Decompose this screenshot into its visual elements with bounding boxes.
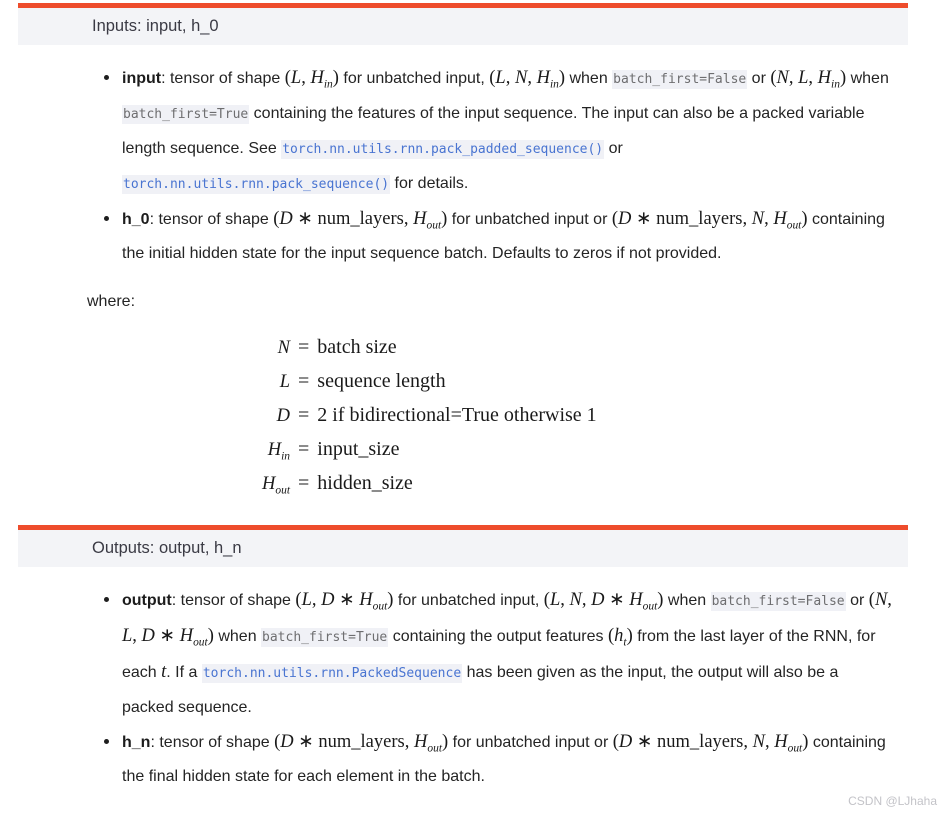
equation-row xyxy=(18,467,908,501)
text-run: . If a xyxy=(166,664,202,681)
equation-row xyxy=(18,399,908,433)
math-expression: (N, L, D ∗ $H_{out}$) xyxy=(122,590,892,649)
equals-sign: = xyxy=(298,336,310,358)
inputs-section-title: Inputs: input, h_0 xyxy=(92,17,219,35)
term-label: input xyxy=(122,70,162,87)
text-run: from the last layer of the RNN, for each xyxy=(122,628,876,681)
math-expression: L xyxy=(279,372,290,392)
doc-bullet-item xyxy=(103,61,892,202)
math-expression: (L, $H_{in}$) xyxy=(284,68,339,91)
equals-sign: = xyxy=(298,438,310,460)
doc-bullet-item xyxy=(103,583,892,725)
code-link[interactable]: torch.nn.utils.rnn.pack_padded_sequence() xyxy=(282,142,604,157)
text-run: for unbatched input, xyxy=(393,592,544,609)
equation-lhs xyxy=(18,433,290,467)
equation-block xyxy=(18,331,908,501)
math-expression: (L, D ∗ $H_{out}$) xyxy=(295,590,394,613)
code-link[interactable]: torch.nn.utils.rnn.pack_sequence() xyxy=(123,177,390,192)
text-run: for unbatched input, xyxy=(338,70,490,87)
math-expression: (L, N, $H_{in}$) xyxy=(489,68,566,91)
text-run: when xyxy=(565,70,613,87)
outputs-section xyxy=(18,525,908,794)
text-run: or xyxy=(604,140,623,157)
inline-code: batch_first=True xyxy=(262,630,388,645)
text-run: when xyxy=(213,628,262,645)
math-expression: (D ∗ num_layers, $H_{out}$) xyxy=(274,732,449,755)
text-run: has been given as the input, the output will also be a packed sequence. xyxy=(122,664,839,716)
equation-lhs xyxy=(18,467,290,501)
text-run: or xyxy=(747,70,771,87)
doc-bullet-item xyxy=(103,725,892,794)
equation-lhs xyxy=(18,399,290,433)
math-expression: D xyxy=(276,406,290,426)
term-label: h_n xyxy=(122,734,151,751)
text-run: when xyxy=(663,592,711,609)
inline-code: batch_first=False xyxy=(613,72,747,87)
text-run: : tensor of shape xyxy=(161,70,285,87)
equation-rhs: 2 if bidirectional=True otherwise 1 xyxy=(317,404,597,426)
outputs-section-header xyxy=(18,525,908,567)
math-expression: $H_{in}$ xyxy=(267,440,290,463)
math-expression: (D ∗ num_layers, $H_{out}$) xyxy=(273,209,448,232)
text-run: containing the output features xyxy=(388,628,608,645)
equation-lhs xyxy=(18,331,290,365)
math-expression: (D ∗ num_layers, N, $H_{out}$) xyxy=(612,732,809,755)
equals-sign: = xyxy=(298,404,310,426)
text-run: for unbatched input or xyxy=(447,211,612,228)
code-link[interactable]: torch.nn.utils.rnn.PackedSequence xyxy=(202,666,462,681)
inputs-bullet-list xyxy=(18,45,908,271)
equation-row xyxy=(18,331,908,365)
text-run: : tensor of shape xyxy=(149,211,274,228)
text-run: or xyxy=(845,592,869,609)
doc-bullet-item xyxy=(103,202,892,271)
term-label: h_0 xyxy=(122,211,150,228)
inline-code: batch_first=True xyxy=(123,107,249,122)
text-run: : tensor of shape xyxy=(171,592,296,609)
outputs-section-title: Outputs: output, h_n xyxy=(92,539,242,557)
equation-rhs: sequence length xyxy=(317,370,446,392)
text-run: containing the final hidden state for each element in the batch. xyxy=(122,734,886,785)
inputs-section-header xyxy=(18,3,908,45)
text-run: containing the initial hidden state for the input sequence batch. Defaults to zeros if not provided. xyxy=(122,211,885,262)
equation-row xyxy=(18,365,908,399)
inputs-section xyxy=(18,3,908,501)
math-expression: (D ∗ num_layers, N, $H_{out}$) xyxy=(611,209,808,232)
outputs-bullet-list xyxy=(18,567,908,794)
text-run: containing the features of the input sequence. The input can also be a packed variable length sequence. See xyxy=(122,105,865,157)
math-expression: $(h_t)$ xyxy=(607,626,633,649)
text-run: for details. xyxy=(390,175,469,192)
equation-row xyxy=(18,433,908,467)
math-expression: N xyxy=(277,338,290,358)
text-run: for unbatched input or xyxy=(448,734,613,751)
inline-code: batch_first=False xyxy=(711,594,845,609)
math-expression: (L, N, D ∗ $H_{out}$) xyxy=(543,590,664,613)
documentation-page xyxy=(18,3,908,794)
equals-sign: = xyxy=(298,472,310,494)
text-run: : tensor of shape xyxy=(150,734,275,751)
equation-rhs: batch size xyxy=(317,336,397,358)
equation-lhs xyxy=(18,365,290,399)
equals-sign: = xyxy=(298,370,310,392)
term-label: output xyxy=(122,592,172,609)
text-run: when xyxy=(846,70,889,87)
math-expression: $H_{out}$ xyxy=(261,474,290,497)
where-label: where: xyxy=(87,293,136,310)
watermark: CSDN @LJhaha xyxy=(848,794,937,808)
equation-rhs: input_size xyxy=(317,438,400,460)
math-expression: t xyxy=(161,662,167,682)
equation-rhs: hidden_size xyxy=(317,472,413,494)
math-expression: (N, L, $H_{in}$) xyxy=(770,68,847,91)
